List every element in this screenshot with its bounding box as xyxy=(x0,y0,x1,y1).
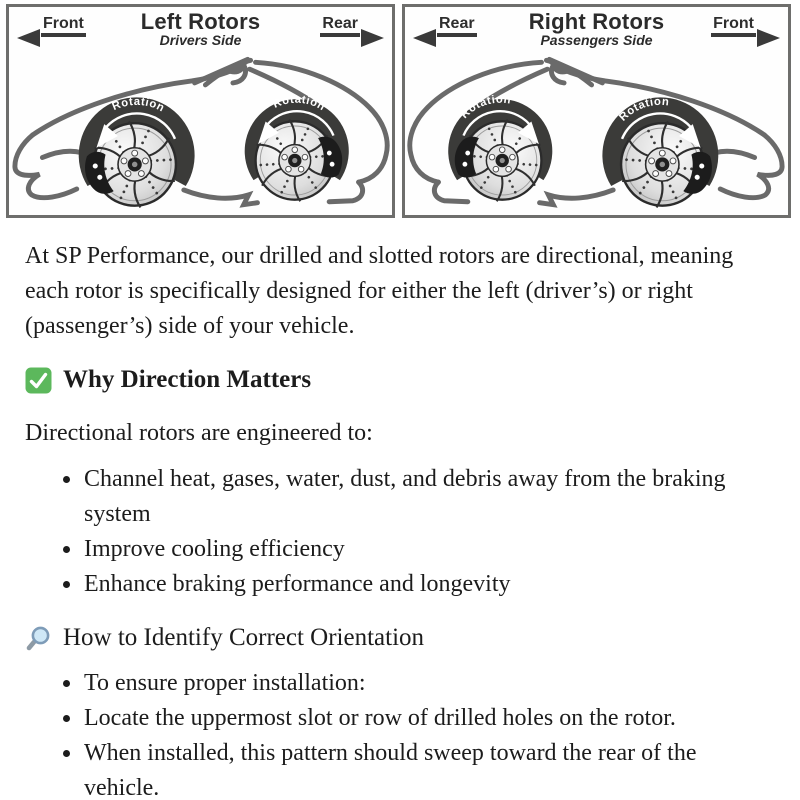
direction-label-rear xyxy=(320,15,360,37)
direction-label-front xyxy=(711,15,756,37)
panel-right-rotors xyxy=(402,4,791,218)
panel-subtitle: Passengers Side xyxy=(540,32,653,48)
list-item: • To ensure proper installation: xyxy=(83,666,745,701)
rotation-label: Rotation xyxy=(110,95,167,115)
car-side-view-right-illustration xyxy=(405,51,788,215)
rotor-direction-diagram xyxy=(0,0,800,218)
panel-subtitle: Drivers Side xyxy=(159,32,242,48)
intro-paragraph: At SP Performance, our drilled and slotted rotors are directional, meaning each rotor is specifically designed for either the left (driver’s) or right (passenger’s) side of your vehicle. xyxy=(25,243,734,339)
list-item: • Enhance braking performance and longevity xyxy=(83,567,745,602)
panel-header xyxy=(405,7,788,51)
right-arrow-icon xyxy=(757,29,780,47)
direction-label-text: Rear xyxy=(320,15,360,37)
rotation-label: Rotation xyxy=(271,93,328,114)
section-heading-identify-orientation xyxy=(25,621,745,655)
section-heading-why-direction-matters xyxy=(25,363,745,397)
panel-title: Left Rotors xyxy=(140,9,261,34)
benefits-bullet-list xyxy=(25,462,745,602)
orientation-bullet-list xyxy=(25,666,745,800)
right-arrow-icon xyxy=(361,29,384,47)
direction-label-text: Front xyxy=(711,15,756,37)
section-heading-text: How to Identify Correct Orientation xyxy=(63,624,425,651)
rotation-label: Rotation xyxy=(617,95,671,124)
panel-title: Right Rotors xyxy=(528,9,665,34)
lead-paragraph: Directional rotors are engineered to: xyxy=(25,420,373,446)
car-side-view-left-illustration xyxy=(9,51,392,215)
panel-left-rotors xyxy=(6,4,395,218)
direction-label-text: Front xyxy=(41,15,86,37)
check-icon xyxy=(25,367,52,394)
article xyxy=(0,218,800,800)
list-item: • When installed, this pattern should sweep toward the rear of the vehicle. xyxy=(83,736,745,800)
magnifier-icon xyxy=(25,625,52,652)
list-item: • Locate the uppermost slot or row of drilled holes on the rotor. xyxy=(83,701,745,736)
direction-label-text: Rear xyxy=(437,15,477,37)
rotation-label: Rotation xyxy=(458,93,512,122)
section-heading-text: Why Direction Matters xyxy=(63,366,312,393)
list-item: • Channel heat, gases, water, dust, and debris away from the braking system xyxy=(83,462,745,532)
list-item: • Improve cooling efficiency xyxy=(83,532,745,567)
panel-header xyxy=(9,7,392,51)
